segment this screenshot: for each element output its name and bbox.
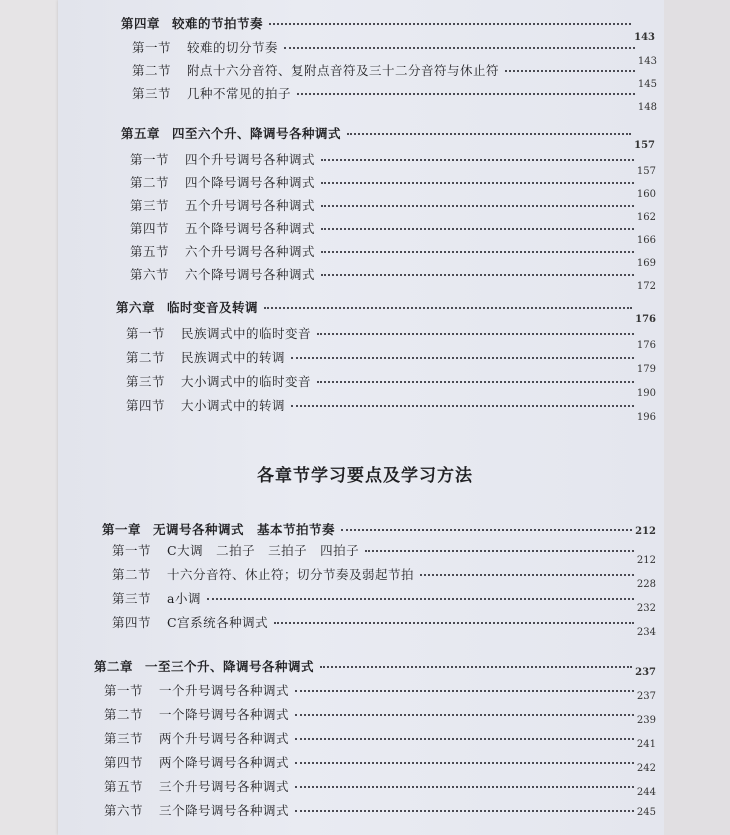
section-label: 第三节 [132, 86, 172, 101]
section-title: 三个升号调号各种调式 [159, 779, 290, 794]
page-number: 143 [637, 56, 657, 67]
section-label: 第三节 [130, 198, 170, 213]
section-heading: 各章节学习要点及学习方法 [257, 466, 473, 486]
leader-dots [264, 307, 632, 309]
toc-section [126, 324, 656, 351]
section-title: 三个降号调号各种调式 [159, 803, 290, 818]
section-title: 几种不常见的拍子 [187, 86, 292, 101]
section-title: 民族调式中的转调 [181, 350, 286, 365]
leader-dots [321, 251, 634, 253]
leader-dots [347, 133, 631, 135]
leader-dots [295, 762, 634, 764]
leader-dots [295, 738, 634, 740]
page-number: 245 [636, 807, 656, 818]
leader-dots [295, 714, 634, 716]
page-number: 179 [636, 364, 656, 375]
section-label: 第三节 [112, 591, 152, 606]
toc-section [104, 801, 656, 819]
section-label: 第一节 [104, 683, 144, 698]
leader-dots [321, 205, 634, 207]
section-label: 第一节 [130, 152, 170, 167]
toc-section [112, 589, 656, 614]
toc-chapter-4 [121, 14, 655, 43]
section-title: 一个升号调号各种调式 [159, 683, 290, 698]
toc-section [132, 61, 657, 90]
leader-dots [207, 598, 634, 600]
leader-dots [320, 666, 632, 668]
toc-section [130, 242, 656, 269]
page-number: 143 [634, 32, 655, 43]
section-title: C大调 二拍子 三拍子 四拍子 [167, 543, 360, 558]
section-label: 第二节 [112, 567, 152, 582]
chapter-title: 较难的节拍节奏 [172, 16, 264, 31]
chapter-title: 四至六个升、降调号各种调式 [172, 126, 342, 141]
page-number: 234 [636, 627, 656, 638]
toc-section [112, 541, 656, 566]
leader-dots [505, 70, 635, 72]
leader-dots [321, 228, 634, 230]
section-title: 大小调式中的转调 [181, 398, 286, 413]
page-number: 169 [636, 258, 656, 269]
chapter-label: 第六章 [116, 300, 156, 315]
section-title: 五个升号调号各种调式 [185, 198, 316, 213]
page-number: 176 [636, 340, 656, 351]
leader-dots [269, 23, 631, 25]
toc-section [130, 265, 656, 292]
page-number: 244 [636, 787, 656, 798]
page-number: 239 [636, 715, 656, 726]
section-label: 第二节 [126, 350, 166, 365]
toc-section [104, 729, 656, 750]
page-number: 228 [636, 579, 656, 590]
section-label: 第二节 [132, 63, 172, 78]
chapter-label: 第一章 [102, 522, 142, 537]
page-number: 145 [637, 79, 657, 90]
toc-section [126, 396, 656, 423]
section-title: 一个降号调号各种调式 [159, 707, 290, 722]
section-title: 四个升号调号各种调式 [185, 152, 316, 167]
page-number: 157 [634, 140, 655, 151]
leader-dots [317, 381, 634, 383]
leader-dots [365, 550, 634, 552]
section-title: 六个降号调号各种调式 [185, 267, 316, 282]
background-surface [664, 0, 730, 835]
leader-dots [295, 690, 634, 692]
page-number: 148 [637, 102, 657, 113]
section-title: 附点十六分音符、复附点音符及三十二分音符与休止符 [187, 63, 500, 78]
page-number: 157 [636, 166, 656, 177]
section-label: 第六节 [130, 267, 170, 282]
page-number: 212 [636, 555, 656, 566]
leader-dots [284, 47, 635, 49]
toc-section [130, 173, 656, 200]
page-number: 242 [636, 763, 656, 774]
page-number: 176 [635, 314, 656, 325]
leader-dots [341, 529, 632, 531]
section-title: 六个升号调号各种调式 [185, 244, 316, 259]
toc-section [130, 150, 656, 177]
page-number: 160 [636, 189, 656, 200]
section-label: 第二节 [130, 175, 170, 190]
toc-section [104, 681, 656, 702]
page-number: 232 [636, 603, 656, 614]
toc-section [126, 348, 656, 375]
page-number: 162 [636, 212, 656, 223]
chapter-title: 无调号各种调式 基本节拍节奏 [153, 522, 336, 537]
page-number: 190 [636, 388, 656, 399]
section-title: 两个降号调号各种调式 [159, 755, 290, 770]
toc-section [104, 705, 656, 726]
section-title: a小调 [167, 591, 201, 606]
page-number: 166 [636, 235, 656, 246]
section-label: 第三节 [104, 731, 144, 746]
page-number: 196 [636, 412, 656, 423]
section-label: 第四节 [112, 615, 152, 630]
leader-dots [291, 357, 634, 359]
section-title: 五个降号调号各种调式 [185, 221, 316, 236]
toc-section [132, 38, 657, 67]
toc-chapter-2 [94, 657, 656, 678]
section-title: 大小调式中的临时变音 [181, 374, 312, 389]
section-label: 第二节 [104, 707, 144, 722]
section-title: 民族调式中的临时变音 [181, 326, 312, 341]
leader-dots [297, 93, 635, 95]
section-label: 第四节 [130, 221, 170, 236]
section-title: C宫系统各种调式 [167, 615, 269, 630]
toc-section [112, 613, 656, 638]
toc-section [130, 219, 656, 246]
toc-section [104, 777, 656, 798]
leader-dots [317, 333, 634, 335]
page-number: 172 [636, 281, 656, 292]
leader-dots [420, 574, 634, 576]
section-title: 两个升号调号各种调式 [159, 731, 290, 746]
chapter-title: 临时变音及转调 [167, 300, 259, 315]
toc-section [132, 84, 657, 113]
page-number: 212 [635, 526, 656, 537]
leader-dots [274, 622, 634, 624]
section-label: 第四节 [126, 398, 166, 413]
toc-chapter-1 [102, 520, 656, 538]
section-label: 第一节 [112, 543, 152, 558]
section-label: 第五节 [104, 779, 144, 794]
section-label: 第一节 [126, 326, 166, 341]
chapter-label: 第四章 [121, 16, 161, 31]
toc-section [130, 196, 656, 223]
leader-dots [295, 810, 634, 812]
section-label: 第六节 [104, 803, 144, 818]
leader-dots [295, 786, 634, 788]
section-label: 第三节 [126, 374, 166, 389]
section-label: 第四节 [104, 755, 144, 770]
leader-dots [321, 159, 634, 161]
toc-section [104, 753, 656, 774]
chapter-title: 一至三个升、降调号各种调式 [145, 659, 315, 674]
chapter-label: 第二章 [94, 659, 134, 674]
toc-chapter-6 [116, 298, 656, 325]
leader-dots [321, 274, 634, 276]
section-label: 第五节 [130, 244, 170, 259]
page-number: 237 [636, 691, 656, 702]
toc-section [126, 372, 656, 399]
toc-chapter-5 [121, 124, 655, 151]
leader-dots [321, 182, 634, 184]
section-title: 十六分音符、休止符；切分节奏及弱起节拍 [167, 567, 415, 582]
page-number: 241 [636, 739, 656, 750]
section-title: 较难的切分节奏 [187, 40, 279, 55]
leader-dots [291, 405, 634, 407]
chapter-label: 第五章 [121, 126, 161, 141]
section-title: 四个降号调号各种调式 [185, 175, 316, 190]
toc-section [112, 565, 656, 590]
section-label: 第一节 [132, 40, 172, 55]
page-number: 237 [635, 667, 656, 678]
